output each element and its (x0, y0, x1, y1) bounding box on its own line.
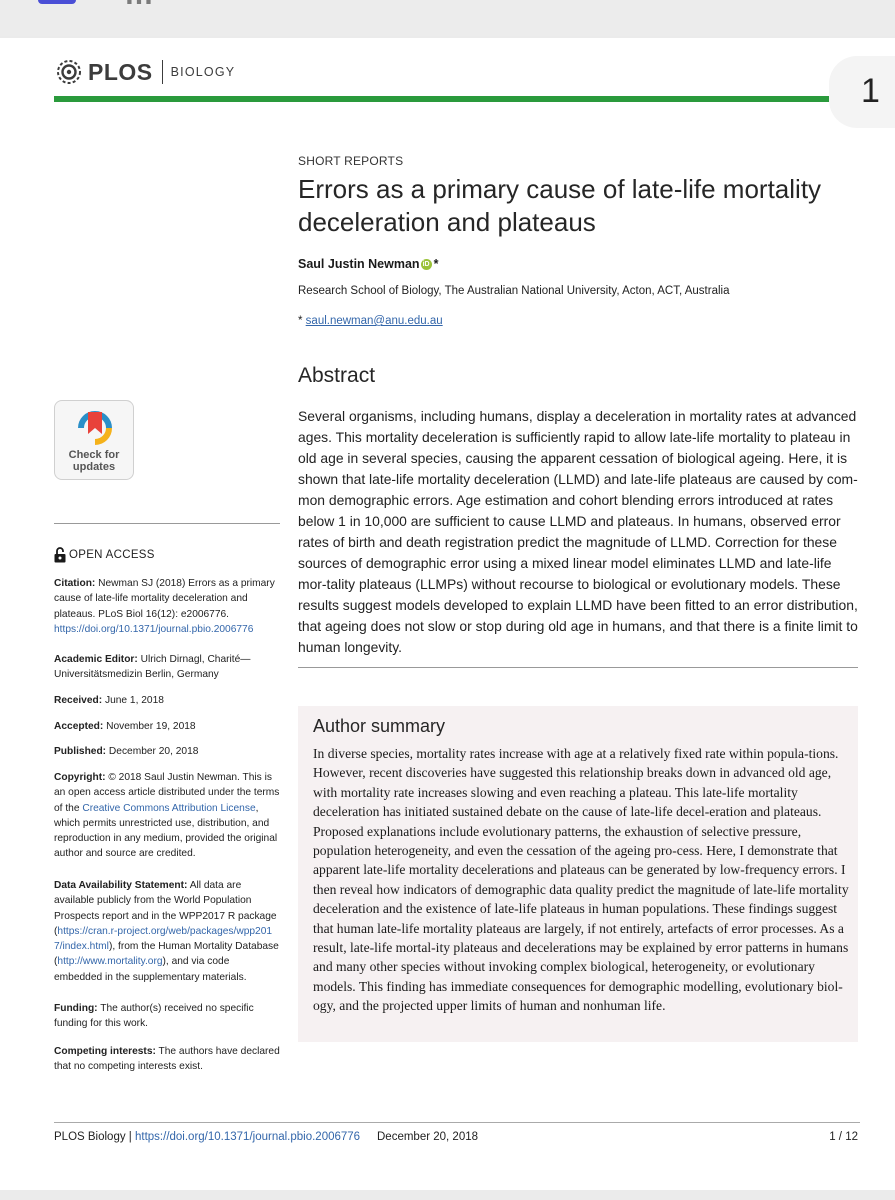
page-number-badge (829, 56, 895, 128)
open-lock-icon (54, 547, 66, 563)
logo-divider (162, 60, 163, 84)
author-summary-box (298, 706, 858, 1042)
competing-interests: Competing interests: The authors have declared that no competing interests exist. (54, 1046, 280, 1073)
license-link[interactable]: Creative Commons Attribution License (82, 802, 256, 814)
academic-editor: Academic Editor: Ulrich Dirnagl, Charité—Universitätsmedizin Berlin, Germany (54, 654, 251, 681)
citation: Citation: Newman SJ (2018) Errors as a primary cause of late-life mortality deceleration and plateaus. PLoS Biol 16(12): e2006776. https://doi.org/10.1371/journal.pbio.2006776 (54, 578, 275, 635)
check-for-updates-label: Check for updates (68, 449, 120, 473)
copyright: Copyright: © 2018 Saul Justin Newman. This is an open access article distributed under the terms of the Creative Commons Attribution License, which permits unrestricted use, distribution, and reproduction in any medium, provided the original author and source are credited. (54, 772, 280, 860)
footer-citation: PLOS Biology | https://doi.org/10.1371/journal.pbio.2006776 (54, 1131, 361, 1143)
wpp-package-link[interactable]: https://cran.r-project.org/web/packages/wpp2017/index.html (54, 925, 273, 953)
viewer-top-bar (0, 0, 895, 36)
data-availability: Data Availability Statement: All data are available publicly from the World Population Prospects report and in the WPP2017 R package (https://cran.r-project.org/web/packages/wpp2017/index.html), from the Human Mortality Database (http://www.mortality.org), and via code embedded in the supplementary materials. (54, 880, 279, 983)
logo-text: PLOS (88, 58, 153, 85)
open-access-label: OPEN ACCESS (54, 547, 155, 563)
viewer-title-fragment (124, 0, 155, 12)
email-link[interactable]: saul.newman@anu.edu.au (305, 315, 443, 327)
header-rule (54, 96, 829, 102)
crossmark-icon (75, 406, 115, 448)
article-type: SHORT REPORTS (298, 154, 404, 168)
mortality-db-link[interactable]: http://www.mortality.org (57, 956, 163, 968)
footer-page-count: 1 / 12 (829, 1131, 858, 1143)
published-date: Published: December 20, 2018 (54, 746, 199, 757)
citation-doi-link[interactable]: https://doi.org/10.1371/journal.pbio.2006776 (54, 623, 254, 635)
author-name[interactable]: Saul Justin Newman (298, 257, 420, 271)
author-line (298, 257, 438, 271)
pdf-page (0, 38, 895, 1190)
plos-logo-icon (54, 57, 84, 87)
accepted-date: Accepted: November 19, 2018 (54, 721, 196, 732)
abstract-text: Several organisms, including humans, display a deceleration in mortality rates at advanced ages. This mortality deceleration is sufficiently rapid to allow late-life mortality to plateau in old age in several species, causing the apparent cessation of biological ageing. Here, it is shown that late-life mortality deceleration (LLMD) and late-life plateaus are caused by com-mon demographic errors. Age estimation and cohort blending errors introduced at rates below 1 in 10,000 are sufficient to cause LLMD and plateaus. In humans, observed error rates of birth and death registration predict the magnitude of LLMD. Correction for these sources of demographic error using a mixed linear model eliminates LLMD and late-life mor-tality plateaus (LLMPs) without recourse to biological or evolutionary models. These results suggest models developed to explain LLMD have been fitted to an error distribution, that ageing does not slow or stop during old age in humans, and that there is a finite limit to human longevity. (298, 408, 858, 655)
affiliation: Research School of Biology, The Australian National University, Acton, ACT, Australia (298, 285, 730, 297)
app-icon[interactable] (38, 0, 76, 4)
author-summary-heading: Author summary (313, 716, 446, 736)
correspondence (298, 315, 443, 327)
footer-divider (54, 1122, 860, 1123)
check-for-updates-button[interactable] (54, 400, 134, 480)
funding: Funding: The author(s) received no specific funding for this work. (54, 1003, 254, 1030)
author-summary-text: In diverse species, mortality rates increase with age at a relatively fixed rate within popula-tions. However, recent discoveries have suggested this relationship breaks down in advanced old age, with mortality rate increases slowing and even reaching a plateau. This late-life mortality deceleration has initiated sustained debate on the cause of late-life decel-eration and plateaus. Proposed explanations include evolutionary patterns, the exhaustion of selective pressure, population heterogeneity, and even the cessation of the ageing pro-cess. Here, I demonstrate that apparent late-life mortality decelerations and plateaus can be generated by low-frequency errors. I then reveal how indicators of demographic data quality predict the magnitude of late-life mortality deceleration and the existence of late-life plateaus in human populations. These findings suggest that human late-life mortality plateaus are largely, if not entirely, artefacts of error processes. As a result, late-life mortal-ity plateaus and decelerations may be explained by error patterns in humans and many other species without invoking complex biological, heterogeneity, or evolutionary models. This finding has immediate consequences for demographic modelling, evolutionary biol-ogy, and the projected upper limits of human and nonhuman life. (313, 746, 849, 1014)
abstract-divider (298, 667, 858, 668)
email-prefix: * (298, 315, 306, 327)
corresponding-marker: * (433, 257, 439, 271)
plos-logo[interactable] (54, 56, 235, 88)
footer-doi-link[interactable]: https://doi.org/10.1371/journal.pbio.2006776 (135, 1131, 361, 1143)
footer-date: December 20, 2018 (377, 1131, 479, 1143)
received-date: Received: June 1, 2018 (54, 695, 164, 706)
article-title: Errors as a primary cause of late-life mortality deceleration and plateaus (298, 174, 822, 237)
sidebar-divider (54, 523, 280, 524)
page-number: 1 (861, 72, 880, 110)
orcid-icon[interactable]: iD (422, 260, 430, 268)
journal-name: BIOLOGY (170, 65, 236, 79)
abstract-heading: Abstract (298, 364, 376, 387)
